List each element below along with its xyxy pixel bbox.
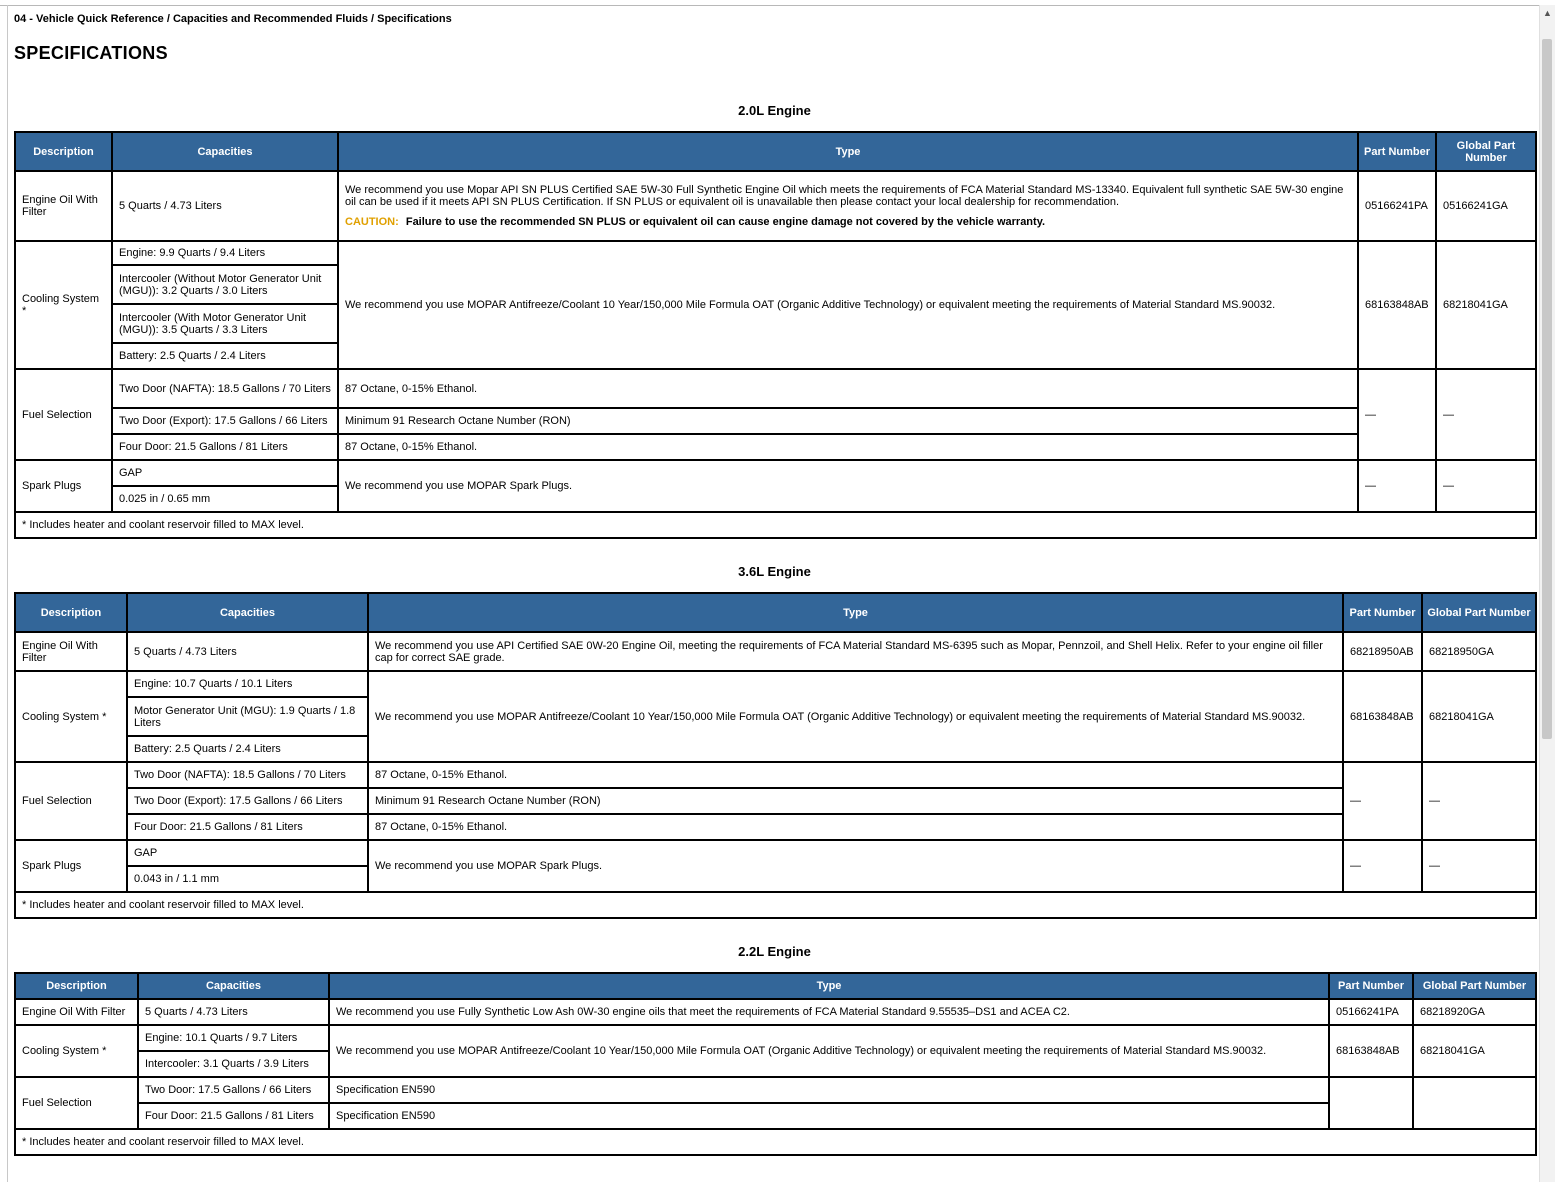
fuel-type: 87 Octane, 0-15% Ethanol. <box>338 434 1358 460</box>
table-row-cooling <box>15 1025 1536 1051</box>
row-label-spark: Spark Plugs <box>15 840 127 892</box>
oil-type-text: We recommend you use API Certified SAE 0W-20 Engine Oil, meeting the requirements of FCA Material Standard MS-6395 such as Mopar, Pennzoil, and Shell Helix. Refer to your engine oil filler cap for correct SAE grade. <box>368 632 1343 671</box>
oil-global-part-number: 68218920GA <box>1413 999 1536 1025</box>
cooling-capacity: Engine: 10.1 Quarts / 9.7 Liters <box>138 1025 329 1051</box>
spark-gap-value: 0.025 in / 0.65 mm <box>112 486 338 512</box>
fuel-part-number: — <box>1358 369 1436 460</box>
cooling-type: We recommend you use MOPAR Antifreeze/Coolant 10 Year/150,000 Mile Formula OAT (Organic Additive Technology) or equivalent meeting the requirements of Material Standard MS.90032. <box>368 671 1343 762</box>
breadcrumb: 04 - Vehicle Quick Reference / Capacities and Recommended Fluids / Specifications <box>14 13 452 25</box>
caution-text: Failure to use the recommended SN PLUS or equivalent oil can cause engine damage not covered by the vehicle warranty. <box>405 216 1046 228</box>
cooling-part-number: 68163848AB <box>1358 241 1436 369</box>
cooling-capacity: Motor Generator Unit (MGU): 1.9 Quarts / 1.8 Liters <box>127 697 368 736</box>
table-header-row <box>15 132 1536 171</box>
header-global-part-number: Global Part Number <box>1422 593 1536 632</box>
oil-type-text: We recommend you use Fully Synthetic Low Ash 0W-30 engine oils that meet the requirements of FCA Material Standard 9.55535–DS1 and ACEA C2. <box>329 999 1329 1025</box>
table-row-spark <box>15 840 1536 866</box>
row-label-cooling: Cooling System * <box>15 671 127 762</box>
header-type: Type <box>338 132 1358 171</box>
fuel-capacity: Two Door (NAFTA): 18.5 Gallons / 70 Liters <box>127 762 368 788</box>
vertical-scrollbar[interactable] <box>1539 5 1555 1182</box>
scroll-up-arrow-icon[interactable]: ▲ <box>1543 8 1552 18</box>
oil-part-number: 05166241PA <box>1358 171 1436 241</box>
fuel-global-part-number: — <box>1422 762 1536 840</box>
spark-part-number: — <box>1343 840 1422 892</box>
oil-type-cell <box>338 171 1358 241</box>
oil-global-part-number: 05166241GA <box>1436 171 1536 241</box>
cooling-global-part-number: 68218041GA <box>1413 1025 1536 1077</box>
fuel-capacity: Two Door (Export): 17.5 Gallons / 66 Liters <box>127 788 368 814</box>
table-row-cooling <box>15 241 1536 265</box>
table-row-note <box>15 512 1536 538</box>
oil-capacity: 5 Quarts / 4.73 Liters <box>112 171 338 241</box>
fuel-type: Minimum 91 Research Octane Number (RON) <box>368 788 1343 814</box>
row-label-spark: Spark Plugs <box>15 460 112 512</box>
section-title-2-2l: 2.2L Engine <box>738 944 811 959</box>
fuel-part-number <box>1329 1077 1413 1129</box>
cooling-global-part-number: 68218041GA <box>1422 671 1536 762</box>
row-label-cooling: Cooling System * <box>15 1025 138 1077</box>
fuel-type: Specification EN590 <box>329 1103 1329 1129</box>
cooling-capacity: Battery: 2.5 Quarts / 2.4 Liters <box>127 736 368 762</box>
scrollbar-thumb[interactable] <box>1542 39 1552 739</box>
oil-capacity: 5 Quarts / 4.73 Liters <box>138 999 329 1025</box>
fuel-capacity: Two Door (Export): 17.5 Gallons / 66 Liters <box>112 408 338 434</box>
cooling-type: We recommend you use MOPAR Antifreeze/Coolant 10 Year/150,000 Mile Formula OAT (Organic Additive Technology) or equivalent meeting the requirements of Material Standard MS.90032. <box>329 1025 1329 1077</box>
cooling-part-number: 68163848AB <box>1343 671 1422 762</box>
spark-gap-label: GAP <box>112 460 338 486</box>
footnote: * Includes heater and coolant reservoir filled to MAX level. <box>15 512 1536 538</box>
table-row-fuel <box>15 1077 1536 1103</box>
header-type: Type <box>329 973 1329 999</box>
fuel-type: Specification EN590 <box>329 1077 1329 1103</box>
table-row-note <box>15 892 1536 918</box>
fuel-type: 87 Octane, 0-15% Ethanol. <box>368 814 1343 840</box>
spark-part-number: — <box>1358 460 1436 512</box>
footnote: * Includes heater and coolant reservoir filled to MAX level. <box>15 1129 1536 1155</box>
table-row-engine-oil <box>15 171 1536 241</box>
spec-table-2-2l <box>14 972 1537 1156</box>
cooling-capacity: Battery: 2.5 Quarts / 2.4 Liters <box>112 343 338 369</box>
cooling-capacity: Intercooler (Without Motor Generator Unit (MGU)): 3.2 Quarts / 3.0 Liters <box>112 265 338 304</box>
spec-table-2-0l <box>14 131 1537 539</box>
footnote: * Includes heater and coolant reservoir filled to MAX level. <box>15 892 1536 918</box>
oil-part-number: 68218950AB <box>1343 632 1422 671</box>
spark-type: We recommend you use MOPAR Spark Plugs. <box>338 460 1358 512</box>
cooling-type: We recommend you use MOPAR Antifreeze/Coolant 10 Year/150,000 Mile Formula OAT (Organic Additive Technology) or equivalent meeting the requirements of Material Standard MS.90032. <box>338 241 1358 369</box>
header-description: Description <box>15 593 127 632</box>
row-label-engine-oil: Engine Oil With Filter <box>15 632 127 671</box>
cooling-part-number: 68163848AB <box>1329 1025 1413 1077</box>
row-label-fuel: Fuel Selection <box>15 762 127 840</box>
fuel-part-number: — <box>1343 762 1422 840</box>
table-row-engine-oil <box>15 999 1536 1025</box>
fuel-global-part-number: — <box>1436 369 1536 460</box>
section-title-3-6l: 3.6L Engine <box>738 564 811 579</box>
fuel-capacity: Four Door: 21.5 Gallons / 81 Liters <box>112 434 338 460</box>
header-description: Description <box>15 132 112 171</box>
header-capacities: Capacities <box>127 593 368 632</box>
table-row-fuel <box>15 762 1536 788</box>
caution-block <box>345 216 1351 228</box>
header-type: Type <box>368 593 1343 632</box>
fuel-type: 87 Octane, 0-15% Ethanol. <box>368 762 1343 788</box>
row-label-engine-oil: Engine Oil With Filter <box>15 999 138 1025</box>
section-title-2-0l: 2.0L Engine <box>738 103 811 118</box>
cooling-capacity: Intercooler: 3.1 Quarts / 3.9 Liters <box>138 1051 329 1077</box>
spark-global-part-number: — <box>1436 460 1536 512</box>
caution-label: CAUTION: <box>345 216 399 228</box>
fuel-capacity: Four Door: 21.5 Gallons / 81 Liters <box>127 814 368 840</box>
header-global-part-number: Global Part Number <box>1436 132 1536 171</box>
table-row-fuel <box>15 369 1536 408</box>
header-part-number: Part Number <box>1329 973 1413 999</box>
table-row-fuel <box>15 814 1536 840</box>
oil-part-number: 05166241PA <box>1329 999 1413 1025</box>
table-row-spark <box>15 460 1536 486</box>
fuel-global-part-number <box>1413 1077 1536 1129</box>
oil-capacity: 5 Quarts / 4.73 Liters <box>127 632 368 671</box>
fuel-type: 87 Octane, 0-15% Ethanol. <box>338 369 1358 408</box>
table-row-fuel <box>15 1103 1536 1129</box>
header-part-number: Part Number <box>1343 593 1422 632</box>
fuel-capacity: Two Door (NAFTA): 18.5 Gallons / 70 Liters <box>112 369 338 408</box>
table-header-row <box>15 973 1536 999</box>
fuel-type: Minimum 91 Research Octane Number (RON) <box>338 408 1358 434</box>
table-header-row <box>15 593 1536 632</box>
header-capacities: Capacities <box>138 973 329 999</box>
fuel-capacity: Two Door: 17.5 Gallons / 66 Liters <box>138 1077 329 1103</box>
window-left-border <box>7 5 8 1182</box>
oil-type-text: We recommend you use Mopar API SN PLUS Certified SAE 5W-30 Full Synthetic Engine Oil which meets the requirements of FCA Material Standard MS-13340. Equivalent full synthetic SAE 5W-30 engine oil can be used if it meets API SN PLUS Certification. If SN PLUS or equivalent oil is unavailable then please contact your local dealership for recommendation. <box>345 184 1344 208</box>
table-row-engine-oil <box>15 632 1536 671</box>
header-description: Description <box>15 973 138 999</box>
header-global-part-number: Global Part Number <box>1413 973 1536 999</box>
header-part-number: Part Number <box>1358 132 1436 171</box>
fuel-capacity: Four Door: 21.5 Gallons / 81 Liters <box>138 1103 329 1129</box>
row-label-fuel: Fuel Selection <box>15 369 112 460</box>
spark-gap-value: 0.043 in / 1.1 mm <box>127 866 368 892</box>
page-title: SPECIFICATIONS <box>14 43 168 63</box>
oil-global-part-number: 68218950GA <box>1422 632 1536 671</box>
cooling-capacity: Intercooler (With Motor Generator Unit (MGU)): 3.5 Quarts / 3.3 Liters <box>112 304 338 343</box>
table-row-fuel <box>15 788 1536 814</box>
table-row-note <box>15 1129 1536 1155</box>
row-label-engine-oil: Engine Oil With Filter <box>15 171 112 241</box>
spark-global-part-number: — <box>1422 840 1536 892</box>
window-top-border <box>0 5 1555 6</box>
row-label-cooling: Cooling System * <box>15 241 112 369</box>
spark-type: We recommend you use MOPAR Spark Plugs. <box>368 840 1343 892</box>
spark-gap-label: GAP <box>127 840 368 866</box>
cooling-global-part-number: 68218041GA <box>1436 241 1536 369</box>
table-row-cooling <box>15 671 1536 697</box>
table-row-fuel <box>15 434 1536 460</box>
cooling-capacity: Engine: 10.7 Quarts / 10.1 Liters <box>127 671 368 697</box>
header-capacities: Capacities <box>112 132 338 171</box>
spec-table-3-6l <box>14 592 1537 919</box>
table-row-fuel <box>15 408 1536 434</box>
row-label-fuel: Fuel Selection <box>15 1077 138 1129</box>
cooling-capacity: Engine: 9.9 Quarts / 9.4 Liters <box>112 241 338 265</box>
